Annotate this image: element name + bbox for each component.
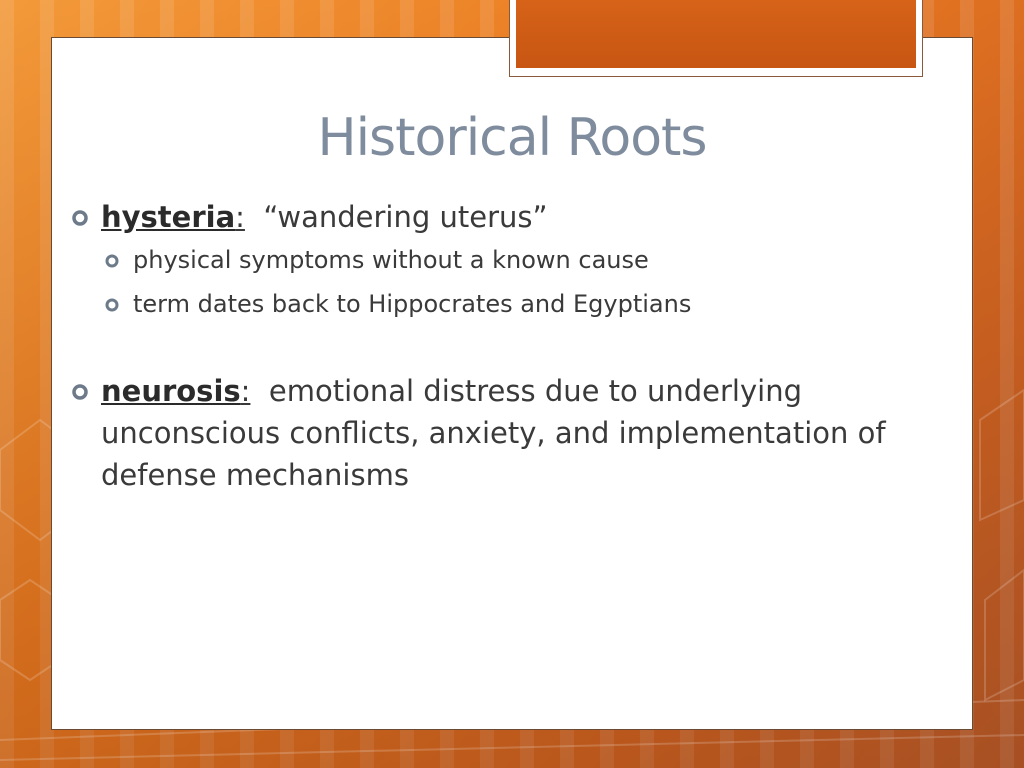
accent-bar — [516, 0, 916, 68]
ring-bullet-icon — [72, 370, 92, 423]
definition-neurosis: emotional distress due to underlying unconscious conflicts, anxiety, and implementation of defense mechanisms — [101, 374, 886, 492]
definition-hysteria: “wandering uterus” — [263, 200, 548, 234]
sub-bullet-text: physical symptoms without a known cause — [133, 246, 649, 274]
term-colon: : — [235, 200, 245, 234]
sub-bullet — [72, 238, 962, 282]
term-hysteria: hysteria — [101, 200, 236, 234]
bullet-hysteria — [72, 196, 962, 238]
slide-title: Historical Roots — [317, 108, 707, 168]
bullet-neurosis — [72, 370, 962, 496]
slide-body — [72, 196, 962, 496]
term-colon: : — [240, 374, 251, 408]
spacer — [72, 326, 962, 370]
sub-bullet — [72, 282, 962, 326]
term-neurosis: neurosis — [101, 374, 241, 408]
sub-bullet-text: term dates back to Hippocrates and Egyptians — [133, 290, 692, 318]
ring-bullet-icon — [105, 282, 123, 340]
